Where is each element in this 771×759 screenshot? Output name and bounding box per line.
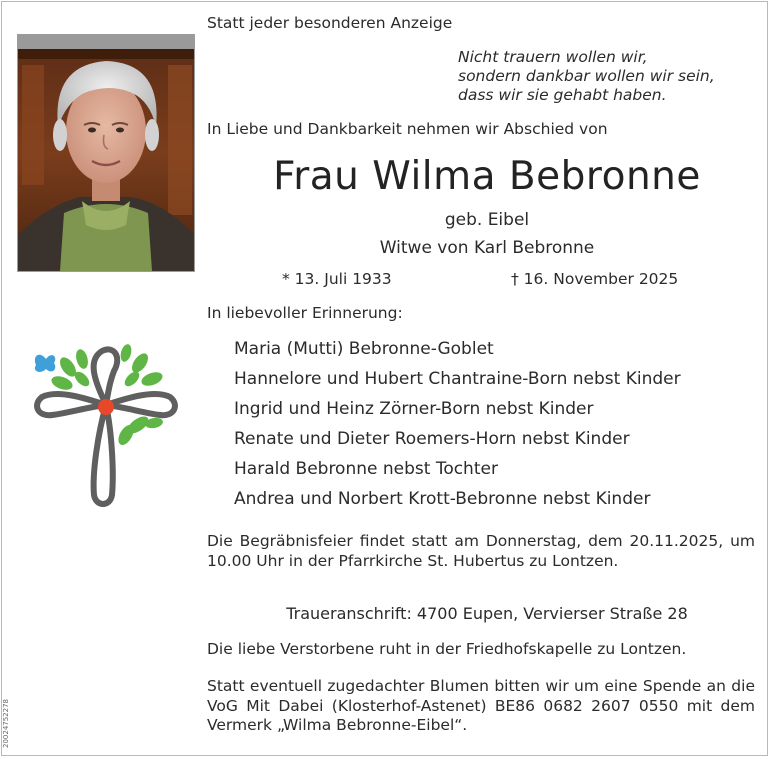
widow-of: Witwe von Karl Bebronne <box>379 238 595 258</box>
notice-header: Statt jeder besonderen Anzeige <box>207 14 453 32</box>
birth-date: * 13. Juli 1933 <box>282 270 392 288</box>
funeral-info: Die Begräbnisfeier findet statt am Donnerstag, dem 20.11.2025, um 10.00 Uhr in der Pfarrkirche St. Hubertus zu Lontzen. <box>207 532 755 570</box>
tree-of-life-cross-icon <box>28 343 184 509</box>
portrait-photo <box>17 34 195 272</box>
mourner-entry: Harald Bebronne nebst Tochter <box>234 459 498 479</box>
resting-place: Die liebe Verstorbene ruht in der Friedhofskapelle zu Lontzen. <box>207 640 687 658</box>
deceased-name: Frau Wilma Bebronne <box>273 154 701 199</box>
mourner-entry: Hannelore und Hubert Chantraine-Born nebst Kinder <box>234 369 681 389</box>
mourner-entry: Maria (Mutti) Bebronne-Goblet <box>234 339 494 359</box>
mourners-list <box>234 337 681 517</box>
donation-request: Statt eventuell zugedachter Blumen bitten wir um eine Spende an die VoG Mit Dabei (Klosterhof-Astenet) BE86 0682 2607 0550 mit dem Vermerk „Wilma Bebronne-Eibel“. <box>207 677 755 734</box>
reference-number: 20024752278 <box>2 699 10 748</box>
motto-quote <box>458 48 758 105</box>
mourning-address: Traueranschrift: 4700 Eupen, Vervierser Straße 28 <box>286 604 688 623</box>
mourner-entry: Ingrid und Heinz Zörner-Born nebst Kinder <box>234 399 594 419</box>
portrait-illustration <box>18 35 194 271</box>
farewell-intro: In Liebe und Dankbarkeit nehmen wir Abschied von <box>207 120 608 138</box>
death-date: † 16. November 2025 <box>511 270 679 288</box>
memory-label: In liebevoller Erinnerung: <box>207 304 403 322</box>
maiden-name: geb. Eibel <box>444 210 530 230</box>
mourner-entry: Renate und Dieter Roemers-Horn nebst Kinder <box>234 429 630 449</box>
motto-line: Nicht trauern wollen wir, <box>458 48 648 66</box>
motto-line: sondern dankbar wollen wir sein, <box>458 67 715 85</box>
motto-line: dass wir sie gehabt haben. <box>458 86 667 104</box>
mourner-entry: Andrea und Norbert Krott-Bebronne nebst Kinder <box>234 489 651 509</box>
